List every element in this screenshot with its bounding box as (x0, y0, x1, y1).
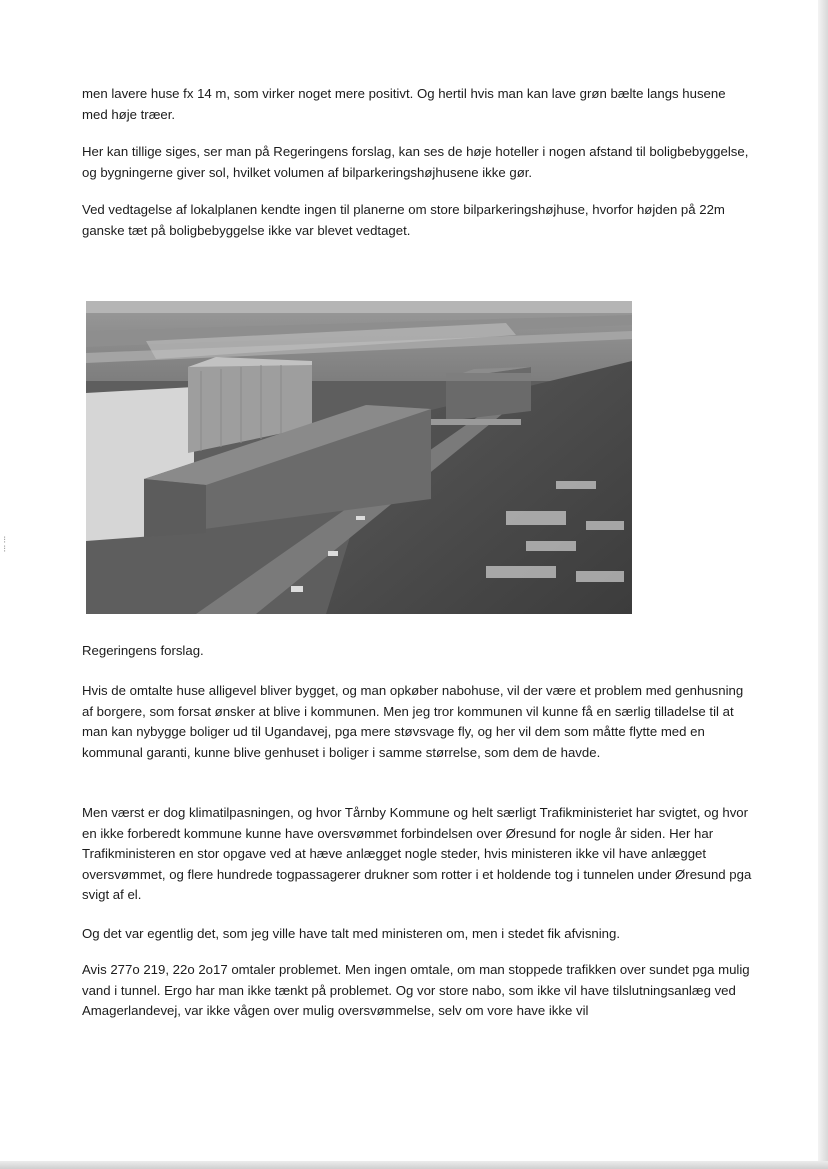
image-caption: Regeringens forslag. (82, 643, 204, 658)
page-bottom-shadow (0, 1161, 828, 1169)
paragraph-rehousing: Hvis de omtalte huse alligevel bliver bygget, og man opkøber nabohuse, vil der være et problem med genhusning af borgere, som forsat ønsker at blive i kommunen. Men jeg tror kommunen vil kunne få en særlig tilladelse til at man kan nybygge boliger ud til Ugandavej, pga mere støvsvage fly, og her vil dem som måtte flytte med en kommunal garanti, kunne blive genhuset i boliger i samme størrelse, som dem de havde. (82, 683, 744, 760)
paragraph-climate-adaptation: Men værst er dog klimatilpasningen, og hvor Tårnby Kommune og helt særligt Trafikministeriet har svigtet, og hvor en ikke forberedt kommune kunne have oversvømmet forbindelsen over Øresund for nogle år siden. Her har Trafikministeren en stor opgave ved at hæve anlægget nogle steder, hvis ministeren ikke vil have anlægget oversvømmet, og flere hundrede togpassagerer drukner som rotter i et holdende tog i tunnelen under Øresund pga svigt af el. (82, 805, 752, 902)
aerial-rendering-image (86, 301, 632, 614)
page-edge-shadow (818, 0, 828, 1169)
paragraph-hotels: Her kan tillige siges, ser man på Regeringens forslag, kan ses de høje hoteller i nogen afstand til boligbebyggelse, og bygningerne giver sol, hvilket volumen af bilparkeringshøjhusene ikke gør. (82, 144, 749, 180)
paragraph-local-plan: Ved vedtagelse af lokalplanen kendte ingen til planerne om store bilparkeringshøjhuse, hvorfor højden på 22m ganske tæt på boligbebyggelse ikke var blevet vedtaget. (82, 202, 725, 238)
paragraph-rejection: Og det var egentlig det, som jeg ville have talt med ministeren om, men i stedet fik afvisning. (82, 926, 621, 941)
paragraph-green-belt: men lavere huse fx 14 m, som virker noget mere positivt. Og hertil hvis man kan lave grøn bælte langs husene med høje træer. (82, 86, 726, 122)
margin-scan-mark: ⁝ ⁝ (3, 535, 7, 555)
paragraph-newspaper: Avis 277o 219, 22o 2o17 omtaler problemet. Men ingen omtale, om man stoppede trafikken over sundet pga mulig vand i tunnel. Ergo har man ikke tænkt på problemet. Og vor store nabo, som ikke vil have tilslutningsanlæg ved Amagerlandevej, var ikke vågen over mulig oversvømmelse, selv om vore have ikke vil (82, 962, 750, 1018)
aerial-rendering-graphic (86, 301, 632, 614)
